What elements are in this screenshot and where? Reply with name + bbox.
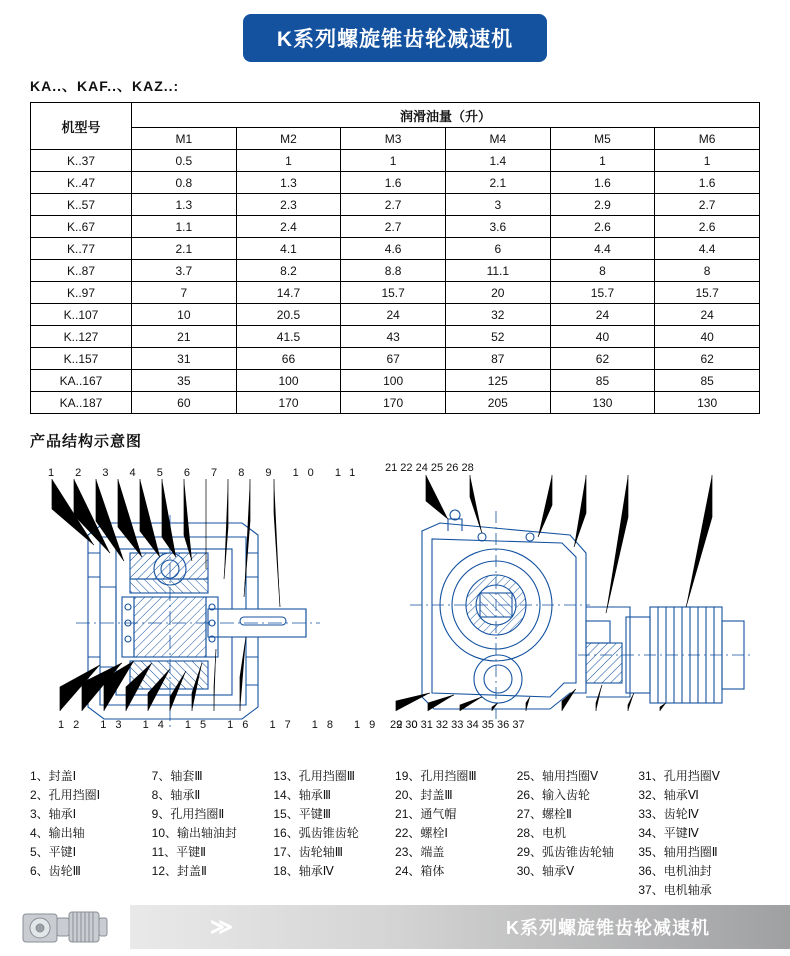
header-col-m5: M5 xyxy=(550,128,655,150)
cell-m6: 62 xyxy=(655,348,760,370)
cell-m2: 4.1 xyxy=(236,238,341,260)
cell-m4: 3.6 xyxy=(445,216,550,238)
table-row xyxy=(31,150,760,172)
cell-model: K..77 xyxy=(31,238,132,260)
cell-model: K..47 xyxy=(31,172,132,194)
cell-model: K..87 xyxy=(31,260,132,282)
legend-item: 23、端盖 xyxy=(395,845,445,859)
legend-item: 29、弧齿锥齿轮轴 xyxy=(516,845,615,859)
table-row xyxy=(31,304,760,326)
cell-m4: 3 xyxy=(445,194,550,216)
legend-item: 19、孔用挡圈Ⅲ xyxy=(395,769,477,783)
page-title: K系列螺旋锥齿轮减速机 xyxy=(243,14,547,62)
cell-m1: 1.1 xyxy=(132,216,237,238)
cell-m4: 125 xyxy=(445,370,550,392)
table-row xyxy=(31,348,760,370)
legend-item: 11、平键Ⅱ xyxy=(151,845,207,859)
legend-item: 22、螺栓Ⅰ xyxy=(395,826,448,840)
cell-m3: 1 xyxy=(341,150,446,172)
cell-m2: 41.5 xyxy=(236,326,341,348)
legend-item: 16、弧齿锥齿轮 xyxy=(273,826,359,840)
cell-m5: 130 xyxy=(550,392,655,414)
table-row xyxy=(31,282,760,304)
callout-numbers-left-bottom: 12 13 14 15 16 17 18 19 20 xyxy=(58,719,427,731)
legend-item: 35、轴用挡圈Ⅱ xyxy=(638,845,718,859)
cell-m2: 100 xyxy=(236,370,341,392)
legend-item: 27、螺栓Ⅱ xyxy=(516,807,572,821)
cell-m4: 32 xyxy=(445,304,550,326)
legend-column-3 xyxy=(273,767,395,900)
gearbox-cutaway-drawing xyxy=(30,457,760,757)
cell-m5: 4.4 xyxy=(550,238,655,260)
cell-m4: 2.1 xyxy=(445,172,550,194)
legend-column-1 xyxy=(30,767,152,900)
cell-m5: 24 xyxy=(550,304,655,326)
legend-item: 24、箱体 xyxy=(395,864,445,878)
cell-m6: 15.7 xyxy=(655,282,760,304)
cell-m5: 15.7 xyxy=(550,282,655,304)
cell-m6: 1.6 xyxy=(655,172,760,194)
cell-m3: 170 xyxy=(341,392,446,414)
legend-item: 15、平键Ⅲ xyxy=(273,807,331,821)
legend-item: 36、电机油封 xyxy=(638,864,712,878)
table-row xyxy=(31,392,760,414)
cell-model: K..37 xyxy=(31,150,132,172)
cell-m3: 15.7 xyxy=(341,282,446,304)
cell-m5: 1.6 xyxy=(550,172,655,194)
title-banner-wrap xyxy=(0,0,790,62)
cell-m6: 2.6 xyxy=(655,216,760,238)
table-row xyxy=(31,172,760,194)
footer-bar xyxy=(130,905,790,949)
table-body xyxy=(31,150,760,414)
chevron-right-icon: ≫ xyxy=(210,914,230,939)
cell-m4: 205 xyxy=(445,392,550,414)
header-col-m6: M6 xyxy=(655,128,760,150)
table-row xyxy=(31,370,760,392)
cell-m2: 2.3 xyxy=(236,194,341,216)
callout-numbers-right-top: 21 22 24 25 26 28 xyxy=(385,462,474,474)
legend-item: 32、轴承Ⅵ xyxy=(638,788,699,802)
legend-item: 20、封盖Ⅲ xyxy=(395,788,453,802)
cell-model: KA..187 xyxy=(31,392,132,414)
legend-item: 4、输出轴 xyxy=(30,826,85,840)
legend-column-5 xyxy=(517,767,639,900)
cell-m5: 62 xyxy=(550,348,655,370)
cell-m2: 14.7 xyxy=(236,282,341,304)
cell-m6: 1 xyxy=(655,150,760,172)
cell-m6: 24 xyxy=(655,304,760,326)
header-col-m2: M2 xyxy=(236,128,341,150)
cell-m6: 85 xyxy=(655,370,760,392)
structure-diagram xyxy=(30,457,760,757)
header-col-m4: M4 xyxy=(445,128,550,150)
cell-m4: 6 xyxy=(445,238,550,260)
cell-m1: 21 xyxy=(132,326,237,348)
cell-m5: 8 xyxy=(550,260,655,282)
legend-item: 2、孔用挡圈Ⅰ xyxy=(30,788,101,802)
legend-item: 25、轴用挡圈Ⅴ xyxy=(516,769,599,783)
legend-item: 1、封盖Ⅰ xyxy=(30,769,77,783)
cell-m1: 0.5 xyxy=(132,150,237,172)
cell-m6: 8 xyxy=(655,260,760,282)
cell-model: K..107 xyxy=(31,304,132,326)
cell-m3: 1.6 xyxy=(341,172,446,194)
cell-m1: 35 xyxy=(132,370,237,392)
legend-item: 30、轴承Ⅴ xyxy=(516,864,575,878)
cell-m5: 85 xyxy=(550,370,655,392)
callout-numbers-left-top: 1 2 3 4 5 6 7 8 9 10 11 xyxy=(48,467,365,479)
table-row xyxy=(31,194,760,216)
oil-table-wrap xyxy=(30,102,760,414)
legend-item: 9、孔用挡圈Ⅱ xyxy=(151,807,225,821)
cell-m4: 11.1 xyxy=(445,260,550,282)
legend-item: 13、孔用挡圈Ⅲ xyxy=(273,769,355,783)
product-thumbnail xyxy=(0,898,130,956)
cell-m6: 2.7 xyxy=(655,194,760,216)
cell-m6: 4.4 xyxy=(655,238,760,260)
legend-item: 12、封盖Ⅱ xyxy=(151,864,207,878)
legend-item: 21、通气帽 xyxy=(395,807,457,821)
legend-column-4 xyxy=(395,767,517,900)
legend-item: 6、齿轮Ⅲ xyxy=(30,864,81,878)
legend-item: 14、轴承Ⅲ xyxy=(273,788,331,802)
callout-numbers-right-bottom: 29 30 31 32 33 34 35 36 37 xyxy=(390,719,525,731)
cell-m2: 1.3 xyxy=(236,172,341,194)
cell-m2: 1 xyxy=(236,150,341,172)
legend-item: 18、轴承Ⅳ xyxy=(273,864,334,878)
legend-item: 34、平键Ⅳ xyxy=(638,826,699,840)
cell-model: K..67 xyxy=(31,216,132,238)
header-col-m3: M3 xyxy=(341,128,446,150)
legend-item: 28、电机 xyxy=(516,826,567,840)
cell-m2: 20.5 xyxy=(236,304,341,326)
cell-m4: 87 xyxy=(445,348,550,370)
legend-item: 26、输入齿轮 xyxy=(516,788,591,802)
cell-m5: 40 xyxy=(550,326,655,348)
table-row xyxy=(31,238,760,260)
cell-model: K..127 xyxy=(31,326,132,348)
page-footer xyxy=(0,898,790,956)
cell-m1: 60 xyxy=(132,392,237,414)
cell-m1: 7 xyxy=(132,282,237,304)
legend-item: 7、轴套Ⅲ xyxy=(151,769,203,783)
header-model: 机型号 xyxy=(31,103,132,150)
cell-m3: 4.6 xyxy=(341,238,446,260)
cell-m5: 2.6 xyxy=(550,216,655,238)
footer-title: K系列螺旋锥齿轮减速机 xyxy=(506,918,710,938)
legend-column-6 xyxy=(638,767,760,900)
cell-m1: 2.1 xyxy=(132,238,237,260)
cell-m3: 100 xyxy=(341,370,446,392)
table-row xyxy=(31,260,760,282)
legend-item: 10、输出轴油封 xyxy=(151,826,238,840)
cell-m3: 2.7 xyxy=(341,194,446,216)
cell-m1: 1.3 xyxy=(132,194,237,216)
cell-m2: 170 xyxy=(236,392,341,414)
legend-item: 37、电机轴承 xyxy=(638,883,712,897)
header-col-m1: M1 xyxy=(132,128,237,150)
structure-heading: 产品结构示意图 xyxy=(30,433,143,450)
header-oil: 润滑油量（升） xyxy=(132,103,760,128)
cell-model: KA..167 xyxy=(31,370,132,392)
cell-m3: 8.8 xyxy=(341,260,446,282)
cell-m3: 67 xyxy=(341,348,446,370)
cell-m3: 43 xyxy=(341,326,446,348)
cell-model: K..97 xyxy=(31,282,132,304)
cell-model: K..57 xyxy=(31,194,132,216)
table-row xyxy=(31,216,760,238)
cell-m1: 10 xyxy=(132,304,237,326)
cell-m6: 40 xyxy=(655,326,760,348)
legend-item: 33、齿轮Ⅳ xyxy=(638,807,699,821)
legend-item: 5、平键Ⅰ xyxy=(30,845,77,859)
gearbox-photo-icon xyxy=(17,904,113,950)
cell-m3: 2.7 xyxy=(341,216,446,238)
cell-m4: 20 xyxy=(445,282,550,304)
cell-m1: 3.7 xyxy=(132,260,237,282)
cell-m1: 31 xyxy=(132,348,237,370)
cell-m2: 66 xyxy=(236,348,341,370)
legend-column-2 xyxy=(152,767,274,900)
series-label: KA..、KAF..、KAZ..: xyxy=(30,78,180,94)
legend-item: 8、轴承Ⅱ xyxy=(151,788,201,802)
cell-m6: 130 xyxy=(655,392,760,414)
table-header-row-1 xyxy=(31,103,760,128)
cell-m5: 2.9 xyxy=(550,194,655,216)
table-row xyxy=(31,326,760,348)
cell-m2: 8.2 xyxy=(236,260,341,282)
table-head xyxy=(31,103,760,150)
legend-item: 3、轴承Ⅰ xyxy=(30,807,77,821)
legend-item: 17、齿轮轴Ⅲ xyxy=(273,845,343,859)
legend-item: 31、孔用挡圈Ⅴ xyxy=(638,769,720,783)
cell-m4: 52 xyxy=(445,326,550,348)
cell-model: K..157 xyxy=(31,348,132,370)
cell-m4: 1.4 xyxy=(445,150,550,172)
table-header-row-2 xyxy=(31,128,760,150)
legend-list xyxy=(30,767,760,900)
cell-m1: 0.8 xyxy=(132,172,237,194)
cell-m3: 24 xyxy=(341,304,446,326)
cell-m2: 2.4 xyxy=(236,216,341,238)
cell-m5: 1 xyxy=(550,150,655,172)
oil-capacity-table xyxy=(30,102,760,414)
